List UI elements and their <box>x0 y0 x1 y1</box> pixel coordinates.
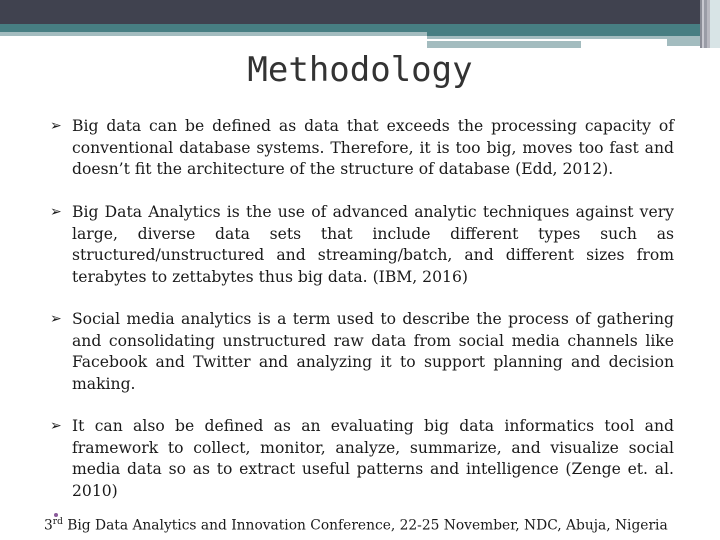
bullet-text: It can also be defined as an evaluating big data informatics tool and framework to collect, monitor, analyze, summarize, and visualize social media data so as to extract useful patterns and intelligence (Zenge et. al. 2010) <box>72 417 674 501</box>
footer-conference-text <box>44 517 668 534</box>
bullet-text: Big data can be defined as data that exceeds the processing capacity of conventional database systems. Therefore, it is too big, moves too fast and doesn’t fit the architecture of the structure of database (Edd, 2012). <box>72 117 674 179</box>
header-dark-band <box>0 0 720 24</box>
header-right-stripes <box>700 0 720 48</box>
arrow-bullet-icon: ➢ <box>50 418 62 434</box>
arrow-bullet-icon: ➢ <box>50 118 62 134</box>
bullet-item <box>50 116 674 181</box>
header-light-strip-right <box>427 36 667 39</box>
footer-ordinal: 3 <box>44 517 53 534</box>
arrow-bullet-icon: ➢ <box>50 311 62 327</box>
header-light-strip-left <box>0 32 427 36</box>
slide-title: Methodology <box>247 50 473 90</box>
header-light-strip-short <box>427 41 581 48</box>
bullet-item <box>50 416 674 503</box>
footer-ordinal-suffix: rd <box>52 517 63 527</box>
bullet-item <box>50 309 674 396</box>
footer-text: Big Data Analytics and Innovation Conference, 22-25 November, NDC, Abuja, Nigeria <box>62 517 668 534</box>
bullet-text: Social media analytics is a term used to describe the process of gathering and consolidating unstructured raw data from social media channels like Facebook and Twitter and analyzing it to support planning and decision making. <box>72 310 674 394</box>
arrow-bullet-icon: ➢ <box>50 204 62 220</box>
header-teal-band <box>0 24 720 32</box>
bullet-item <box>50 202 674 289</box>
bullet-text: Big Data Analytics is the use of advanced analytic techniques against very large, diverse data sets that include different types such as structured/unstructured and streaming/batch, and different sizes from terabytes to zettabytes thus big data. (IBM, 2016) <box>72 203 674 287</box>
